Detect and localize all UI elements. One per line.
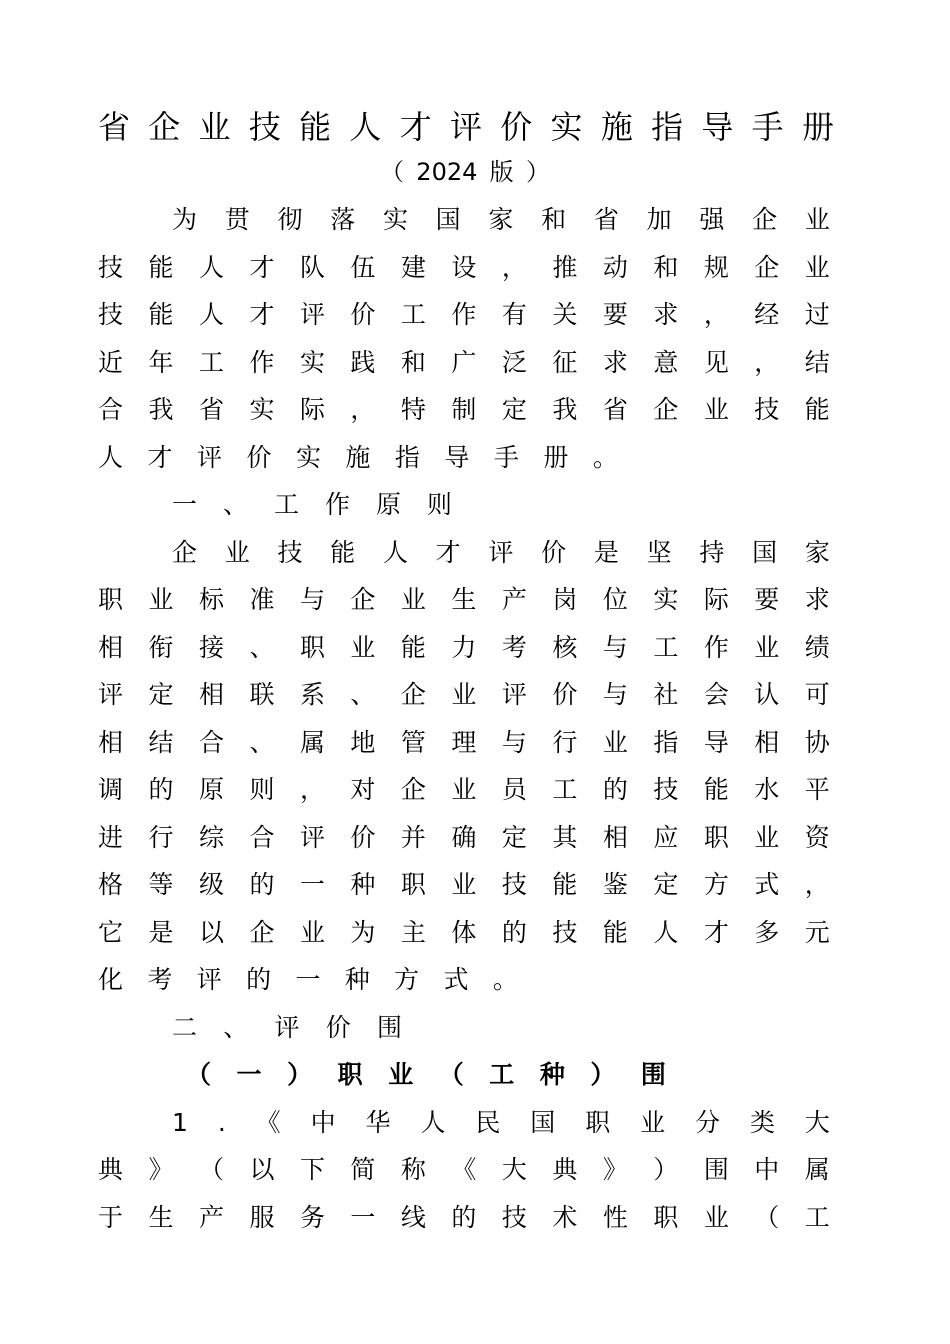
title-char: 价	[500, 108, 533, 146]
body-line: 进 行 综 合 评 价 并 确 定 其 相 应 职 业 资	[98, 822, 830, 852]
body-line: 它 是 以 企 业 为 主 体 的 技 能 人 才 多 元	[98, 917, 830, 947]
body-line: 相 结 合 、 属 地 管 理 与 行 业 指 导 相 协	[98, 727, 830, 757]
body-line: 相 衔 接 、 职 业 能 力 考 核 与 工 作 业 绩	[98, 632, 830, 662]
body-line: 调 的 原 则 ， 对 企 业 员 工 的 技 能 水 平	[98, 775, 830, 804]
body-line: 典 》 （ 以 下 简 称 《 大 典 》 ） 围 中 属	[98, 1155, 830, 1184]
title-char: 企	[148, 108, 181, 146]
title-char: 能	[299, 108, 332, 146]
title-char: 手	[751, 108, 784, 146]
body-line: 企 业 技 能 人 才 评 价 是 坚 持 国 家	[172, 537, 830, 567]
title-char: 人	[349, 108, 382, 146]
body-line: 技 能 人 才 评 价 工 作 有 关 要 求 ， 经 过	[98, 300, 830, 329]
body-line: 评 定 相 联 系 、 企 业 评 价 与 社 会 认 可	[98, 680, 830, 709]
subtitle-token: ）	[525, 158, 550, 186]
title-char: 技	[248, 108, 281, 146]
section-heading: 二 、 评 价 围	[172, 1012, 402, 1042]
body-line: 1 . 《 中 华 人 民 国 职 业 分 类 大	[172, 1107, 830, 1137]
title-char: 导	[701, 108, 734, 146]
subtitle-token: 版	[489, 158, 514, 186]
body-line: 职 业 标 准 与 企 业 生 产 岗 位 实 际 要 求	[98, 585, 830, 614]
body-line: 格 等 级 的 一 种 职 业 技 能 鉴 定 方 式 ，	[98, 870, 830, 899]
doc-title	[98, 107, 834, 147]
body-line: 技 能 人 才 队 伍 建 设 ， 推 动 和 规 企 业	[98, 252, 830, 282]
body-line: 为 贯 彻 落 实 国 家 和 省 加 强 企 业	[172, 205, 830, 234]
section-heading: 一 、 工 作 原 则	[172, 490, 452, 519]
doc-subtitle	[380, 152, 550, 192]
title-char: 省	[98, 108, 131, 146]
title-char: 施	[600, 108, 633, 146]
title-char: 评	[449, 108, 482, 146]
subtitle-token: 2024	[416, 158, 478, 186]
title-char: 业	[198, 108, 231, 146]
subtitle-token: （	[380, 158, 404, 186]
body-line: 人 才 评 价 实 施 指 导 手 册 。	[98, 442, 618, 472]
body-line: 化 考 评 的 一 种 方 式 。	[98, 965, 518, 994]
body-line: 于 生 产 服 务 一 线 的 技 术 性 职 业 （ 工	[98, 1202, 830, 1232]
body-line: 近 年 工 作 实 践 和 广 泛 征 求 意 见 ， 结	[98, 347, 830, 377]
body-line: 合 我 省 实 际 ， 特 制 定 我 省 企 业 技 能	[98, 395, 830, 424]
section-subheading: （ 一 ） 职 业 （ 工 种 ） 围	[186, 1060, 666, 1089]
title-char: 册	[801, 108, 834, 146]
title-char: 指	[651, 108, 684, 146]
title-char: 才	[399, 108, 432, 146]
title-char: 实	[550, 108, 583, 146]
